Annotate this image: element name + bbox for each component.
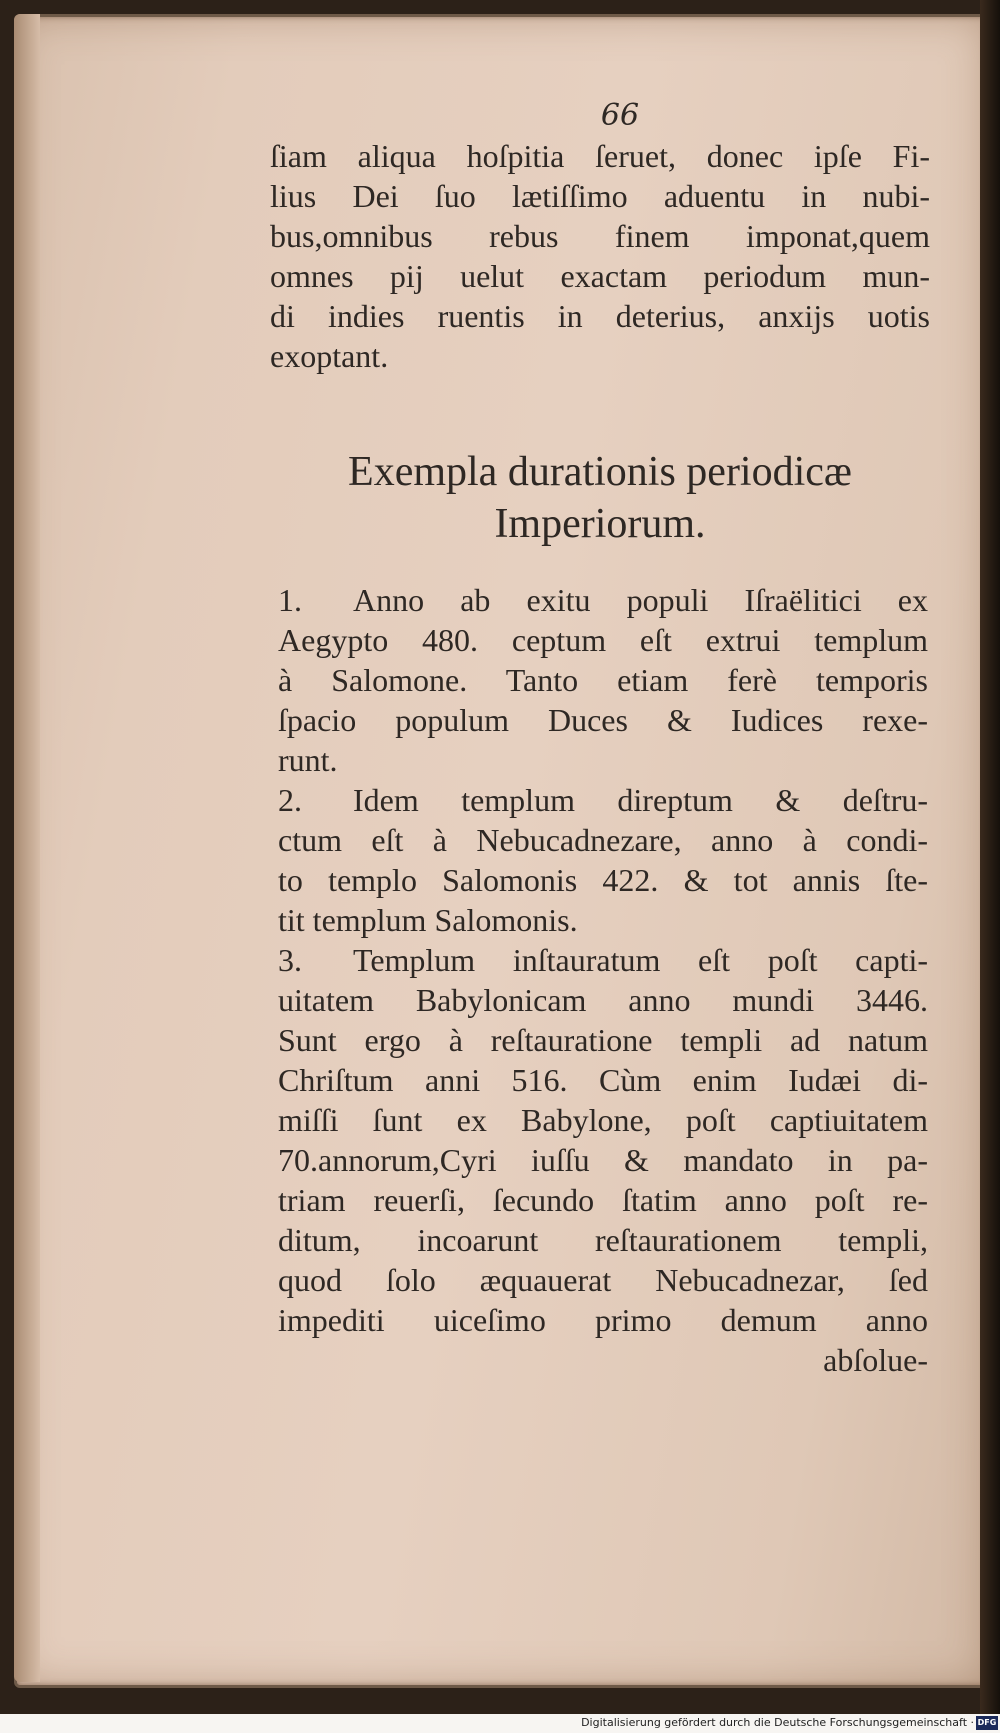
page-number: 66 xyxy=(600,98,640,133)
numbered-sections xyxy=(278,580,928,1380)
text-line: uitatem Babylonicam anno mundi 3446. xyxy=(278,982,928,1018)
text-line: tit templum Salomonis. xyxy=(278,902,578,938)
text-line xyxy=(278,940,928,980)
text-line xyxy=(278,580,928,620)
text-line: Aegypto 480. ceptum eſt extrui templum xyxy=(278,622,928,658)
section-heading xyxy=(260,446,940,550)
text-line: impediti uiceſimo primo demum anno xyxy=(278,1302,928,1338)
text-line: ſiam aliqua hoſpitia ſeruet, donec ipſe Fi- xyxy=(270,138,930,174)
text-span: Templum inſtauratum eſt poſt capti- xyxy=(353,942,928,978)
dfg-logo-icon: DFG xyxy=(976,1716,998,1730)
text-line: 70.annorum,Cyri iuſſu & mandato in pa- xyxy=(278,1142,928,1178)
text-line: to templo Salomonis 422. & tot annis ſte- xyxy=(278,862,928,898)
text-line: ſpacio populum Duces & Iudices rexe- xyxy=(278,702,928,738)
heading-line: Imperiorum. xyxy=(494,501,706,547)
text-line: runt. xyxy=(278,742,338,778)
catchword: abſolue- xyxy=(823,1342,928,1378)
heading-line: Exempla durationis periodicæ xyxy=(348,449,852,495)
text-line: lius Dei ſuo lætiſſimo aduentu in nubi- xyxy=(270,178,930,214)
text-line xyxy=(278,780,928,820)
page-edge-left xyxy=(14,14,40,1682)
footer-credit: Digitalisierung gefördert durch die Deutsche Forschungsgemeinschaft · xyxy=(581,1716,974,1729)
text-line: di indies ruentis in deterius, anxijs uotis xyxy=(270,298,930,334)
text-line: quod ſolo æquauerat Nebucadnezar, ſed xyxy=(278,1262,928,1298)
text-line: omnes pij uelut exactam periodum mun- xyxy=(270,258,930,294)
intro-text xyxy=(270,98,930,376)
text-line: bus,omnibus rebus finem imponat,quem xyxy=(270,218,930,254)
section-number: 1. xyxy=(278,582,302,618)
text-line: Sunt ergo à reſtauratione templi ad natum xyxy=(278,1022,928,1058)
text-line: Chriſtum anni 516. Cùm enim Iudæi di- xyxy=(278,1062,928,1098)
text-line: ditum, incoarunt reſtaurationem templi, xyxy=(278,1222,928,1258)
text-span: Idem templum direptum & deſtru- xyxy=(353,782,928,818)
text-line: miſſi ſunt ex Babylone, poſt captiuitatem xyxy=(278,1102,928,1138)
footer xyxy=(0,1714,1000,1733)
text-span: Anno ab exitu populi Iſraëlitici ex xyxy=(353,582,928,618)
text-line: ctum eſt à Nebucadnezare, anno à condi- xyxy=(278,822,928,858)
text-line: à Salomone. Tanto etiam ferè temporis xyxy=(278,662,928,698)
text-line: triam reuerſi, ſecundo ſtatim anno poſt re- xyxy=(278,1182,928,1218)
text-line: exoptant. xyxy=(270,338,389,374)
section-number: 3. xyxy=(278,942,302,978)
section-number: 2. xyxy=(278,782,302,818)
page-edge-right xyxy=(980,0,1000,1714)
